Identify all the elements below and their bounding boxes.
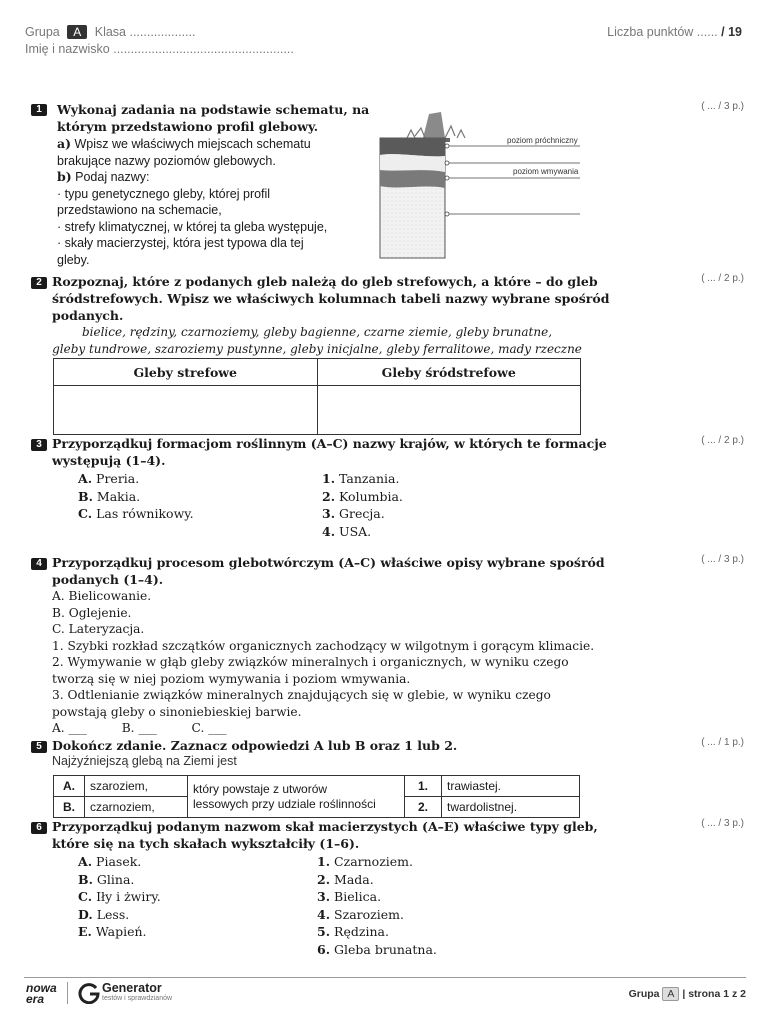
q6-right-item: 1. Czarnoziem. <box>317 854 414 869</box>
q4-line: 2. Wymywanie w głąb gleby związków mineralnych i organicznych, w wyniku czego <box>52 655 569 669</box>
marker <box>445 176 449 180</box>
q5-title: Dokończ zdanie. Zaznacz odpowiedzi A lub B oraz 1 lub 2. <box>52 738 458 753</box>
q4-line: A. Bielicowanie. <box>52 589 152 603</box>
footer-divider <box>24 977 746 978</box>
q2-points: ( ... / 2 p.) <box>701 273 744 284</box>
soil-profile-diagram <box>375 108 585 268</box>
marker <box>445 144 449 148</box>
q3-left-item: B. Makia. <box>78 488 141 504</box>
q1-a-label: a) <box>57 136 72 151</box>
q6-left-item: C. Iły i żwiry. <box>78 889 161 904</box>
q3-title <box>52 435 607 469</box>
q4-line: tworzą się w niej poziom wymywania i poziom wmywania. <box>52 671 411 686</box>
footer-logo-separator <box>67 982 68 1004</box>
footer-page-info <box>629 987 746 1001</box>
q4-title <box>52 554 605 588</box>
q3-points: ( ... / 2 p.) <box>701 435 744 446</box>
q3-title-line1: Przyporządkuj formacjom roślinnym (A–C) nazwy krajów, w których te formacje <box>52 436 607 451</box>
generator-logo-icon <box>78 982 100 1004</box>
q4-line: powstają gleby o sinoniebieskiej barwie. <box>52 704 302 719</box>
q3-right-item: 4. USA. <box>322 523 372 539</box>
q6-right-item: 3. Bielica. <box>317 889 382 904</box>
q3-left-item: A. Preria. <box>78 471 140 486</box>
grupa-value: A <box>67 25 87 39</box>
generator-title: Generator <box>102 981 162 995</box>
q6-right-item: 2. Mada. <box>317 871 374 887</box>
q4-title-line1: Przyporządkuj procesom glebotwórczym (A–C) właściwe opisy wybrane spośród <box>52 555 605 570</box>
q2-title-line2: śródstrefowych. Wpisz we właściwych kolumnach tabeli nazwy wybrane spośród <box>52 291 610 306</box>
marker <box>445 161 449 165</box>
q3-left-list <box>78 470 194 523</box>
q6-right-item: 4. Szaroziem. <box>317 906 404 922</box>
q5-stem: Najżyźniejszą glebą na Ziemi jest <box>52 754 237 768</box>
points-label: Liczba punktów ...... <box>607 25 718 39</box>
q4-line: C. Lateryzacja. <box>52 622 145 636</box>
q3-right-item: 1. Tanzania. <box>322 471 400 486</box>
q2-title-line3: podanych. <box>52 308 124 323</box>
q2-answer-cell-2[interactable] <box>317 386 581 435</box>
q6-left-item: E. Wapień. <box>78 924 147 939</box>
footer-grupa-label: Grupa <box>628 988 660 1000</box>
q1-title-line1: Wykonaj zadania na podstawie schematu, na <box>57 102 370 117</box>
q5-table <box>53 775 580 818</box>
q6-right-item: 5. Rędzina. <box>317 924 389 939</box>
generator-text <box>102 981 172 1003</box>
q2-col-srodstrefowe: Gleby śródstrefowe <box>317 359 581 386</box>
q6-title-line2: które się na tych skałach wykształciły (1–6). <box>52 836 360 851</box>
q2-col-strefowe: Gleby strefowe <box>54 359 318 386</box>
q6-left-item: D. Less. <box>78 906 130 922</box>
q6-points: ( ... / 3 p.) <box>701 818 744 829</box>
q1-b-item: · typu genetycznego gleby, której profil <box>57 186 271 201</box>
q5-option-2-key[interactable]: 2. <box>405 797 442 818</box>
q2-list-line2: gleby tundrowe, szaroziemy pustynne, gleby inicjalne, gleby ferralitowe, mady rzeczne <box>52 342 582 356</box>
q2-title <box>52 273 609 324</box>
q6-left-item: A. Piasek. <box>78 854 142 869</box>
generator-sub: testów i sprawdzianów <box>102 995 173 1002</box>
q1-b-label: b) <box>57 169 72 184</box>
q5-option-a-key[interactable]: A. <box>54 776 85 797</box>
q1-b-item: gleby. <box>57 252 90 267</box>
q1-title-line2: którym przedstawiono profil glebowy. <box>57 119 319 134</box>
points-header <box>607 25 742 39</box>
q1-points: ( ... / 3 p.) <box>701 101 744 112</box>
q2-list-line1: bielice, rędziny, czarnoziemy, gleby bagienne, czarne ziemie, gleby brunatne, <box>81 325 553 339</box>
q6-title-line1: Przyporządkuj podanym nazwom skał macierzystych (A–E) właściwe typy gleb, <box>52 819 598 834</box>
q2-title-line1: Rozpoznaj, które z podanych gleb należą do gleb strefowych, a które – do gleb <box>52 274 598 289</box>
q5-middle <box>188 776 405 818</box>
q5-middle-line1: który powstaje z utworów <box>193 781 328 796</box>
q5-option-b-key[interactable]: B. <box>54 797 85 818</box>
q3-number: 3 <box>31 439 47 451</box>
q1-number: 1 <box>31 104 47 116</box>
leaching-layer <box>380 154 445 172</box>
q6-left-item: B. Glina. <box>78 871 135 887</box>
humus-layer <box>380 138 445 156</box>
points-total: / 19 <box>721 25 742 39</box>
q2-answer-cell-1[interactable] <box>54 386 318 435</box>
q3-right-item: 2. Kolumbia. <box>322 488 403 504</box>
q5-option-a[interactable]: szaroziem, <box>85 776 188 797</box>
q1-b-item: · skały macierzystej, która jest typowa dla tej <box>57 236 304 250</box>
marker <box>445 212 449 216</box>
footer-page-text: | strona 1 z 2 <box>682 988 746 1000</box>
footer-grupa-value: A <box>662 987 679 1001</box>
label-poziom-wmywania: poziom wmywania <box>513 167 579 176</box>
q1-a-line2: brakujące nazwy poziomów glebowych. <box>57 153 276 168</box>
q4-number: 4 <box>31 558 47 570</box>
q1-b-text: Podaj nazwy: <box>75 170 150 184</box>
q4-answer-line[interactable]: A. ___ B. ___ C. ___ <box>52 721 227 735</box>
q6-title <box>52 818 598 852</box>
q2-table <box>53 358 581 435</box>
q2-soil-list <box>52 324 582 358</box>
klasa-label: Klasa ................... <box>94 25 196 39</box>
q5-middle-line2: lessowych przy udziale roślinności <box>193 796 376 811</box>
q4-line: 3. Odtlenianie związków mineralnych znajdujących się w glebie, w wyniku czego <box>52 688 551 702</box>
illuvial-layer <box>380 170 445 188</box>
q6-right-list <box>317 853 437 958</box>
q1-b-item: przedstawiono na schemacie, <box>57 203 222 217</box>
q4-points: ( ... / 3 p.) <box>701 554 744 565</box>
q6-left-list <box>78 853 161 941</box>
q3-left-item: C. Las równikowy. <box>78 506 194 521</box>
q6-right-item: 6. Gleba brunatna. <box>317 941 437 957</box>
header-group <box>25 25 195 39</box>
q5-option-1-key[interactable]: 1. <box>405 776 442 797</box>
q5-points: ( ... / 1 p.) <box>701 737 744 748</box>
q3-right-item: 3. Grecja. <box>322 506 385 521</box>
label-poziom-prochniczny: poziom próchniczny <box>507 136 578 145</box>
q4-line: 1. Szybki rozkład szczątków organicznych zachodzący w wilgotnym i gorącym klimacie. <box>52 638 595 653</box>
grupa-label: Grupa <box>25 25 60 39</box>
q5-option-b[interactable]: czarnoziem, <box>85 797 188 818</box>
imie-label: Imię i nazwisko .................................................... <box>25 42 294 56</box>
q2-number: 2 <box>31 277 47 289</box>
q5-option-2[interactable]: twardolistnej. <box>442 797 580 818</box>
q5-number: 5 <box>31 741 47 753</box>
q1-title <box>57 101 369 135</box>
q5-option-1[interactable]: trawiastej. <box>442 776 580 797</box>
q3-title-line2: występują (1–4). <box>52 453 166 468</box>
q6-number: 6 <box>31 822 47 834</box>
q4-title-line2: podanych (1–4). <box>52 572 164 587</box>
q1-body <box>57 136 377 268</box>
tree-stump <box>423 112 445 138</box>
q4-lines <box>52 588 594 737</box>
nowa-era-logo: nowa era <box>26 981 57 1006</box>
q1-a-line1: Wpisz we właściwych miejscach schematu <box>74 137 311 151</box>
q3-right-list <box>322 470 403 540</box>
q1-b-item: · strefy klimatycznej, w której ta gleba występuje, <box>57 219 328 234</box>
q4-line: B. Oglejenie. <box>52 605 132 620</box>
